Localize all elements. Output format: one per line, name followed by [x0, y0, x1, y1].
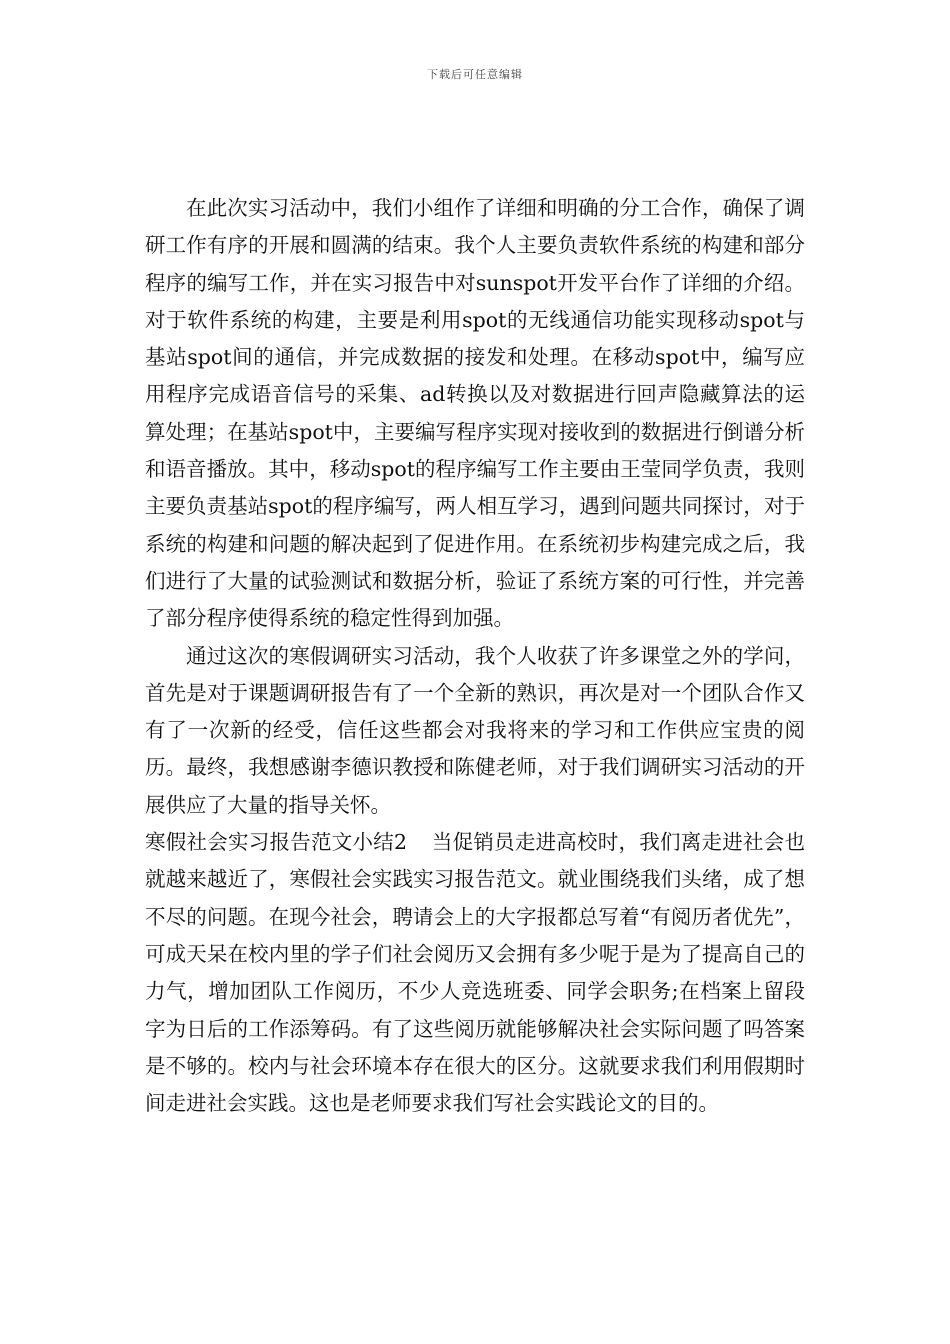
paragraph-internship-gains: 通过这次的寒假调研实习活动，我个人收获了许多课堂之外的学问，首先是对于课题调研报告有了一个全新的熟识，再次是对一个团队合作又有了一次新的经受，信任这些都会对我将来的学习和工作供应宝贵的阅历。最终，我想感谢李德识教授和陈健老师，对于我们调研实习活动的开展供应了大量的指导关怀。: [145, 643, 805, 817]
section-heading: 寒假社会实习报告范文小结2: [145, 830, 407, 855]
paragraph-internship-work: 在此次实习活动中，我们小组作了详细和明确的分工合作，确保了调研工作有序的开展和圆满的结束。我个人主要负责软件系统的构建和部分程序的编写工作，并在实习报告中对sunspot开发平台作了详细的介绍。对于软件系统的构建，主要是利用spot的无线通信功能实现移动spot与基站spot间的通信，并完成数据的接发和处理。在移动spot中，编写应用程序完成语音信号的采集、ad转换以及对数据进行回声隐藏算法的运算处理；在基站spot中，主要编写程序实现对接收到的数据进行倒谱分析和语音播放。其中，移动spot的程序编写工作主要由王莹同学负责，我则主要负责基站spot的程序编写，两人相互学习，遇到问题共同探讨，对于系统的构建和问题的解决起到了促进作用。在系统初步构建完成之后，我们进行了大量的试验测试和数据分析，验证了系统方案的可行性，并完善了部分程序使得系统的稳定性得到加强。: [145, 196, 805, 631]
paragraph-social-practice: 当促销员走进高校时，我们离走进社会也就越来越近了，寒假社会实践实习报告范文。就业围绕我们头绪，成了想不尽的问题。在现今社会，聘请会上的大字报都总写着“有阅历者优先”，可成天呆在校内里的学子们社会阅历又会拥有多少呢于是为了提高自己的力气，增加团队工作阅历，不少人竞选班委、同学会职务;在档案上留段字为日后的工作添筹码。有了这些阅历就能够解决社会实际问题了吗答案是不够的。校内与社会环境本存在很大的区分。这就要求我们利用假期时间走进社会实践。这也是老师要求我们写社会实践论文的目的。: [145, 830, 806, 1116]
page-header-note: 下载后可任意编辑: [427, 68, 523, 81]
document-body: [145, 190, 805, 1122]
paragraph-summary-section: [145, 824, 805, 1122]
